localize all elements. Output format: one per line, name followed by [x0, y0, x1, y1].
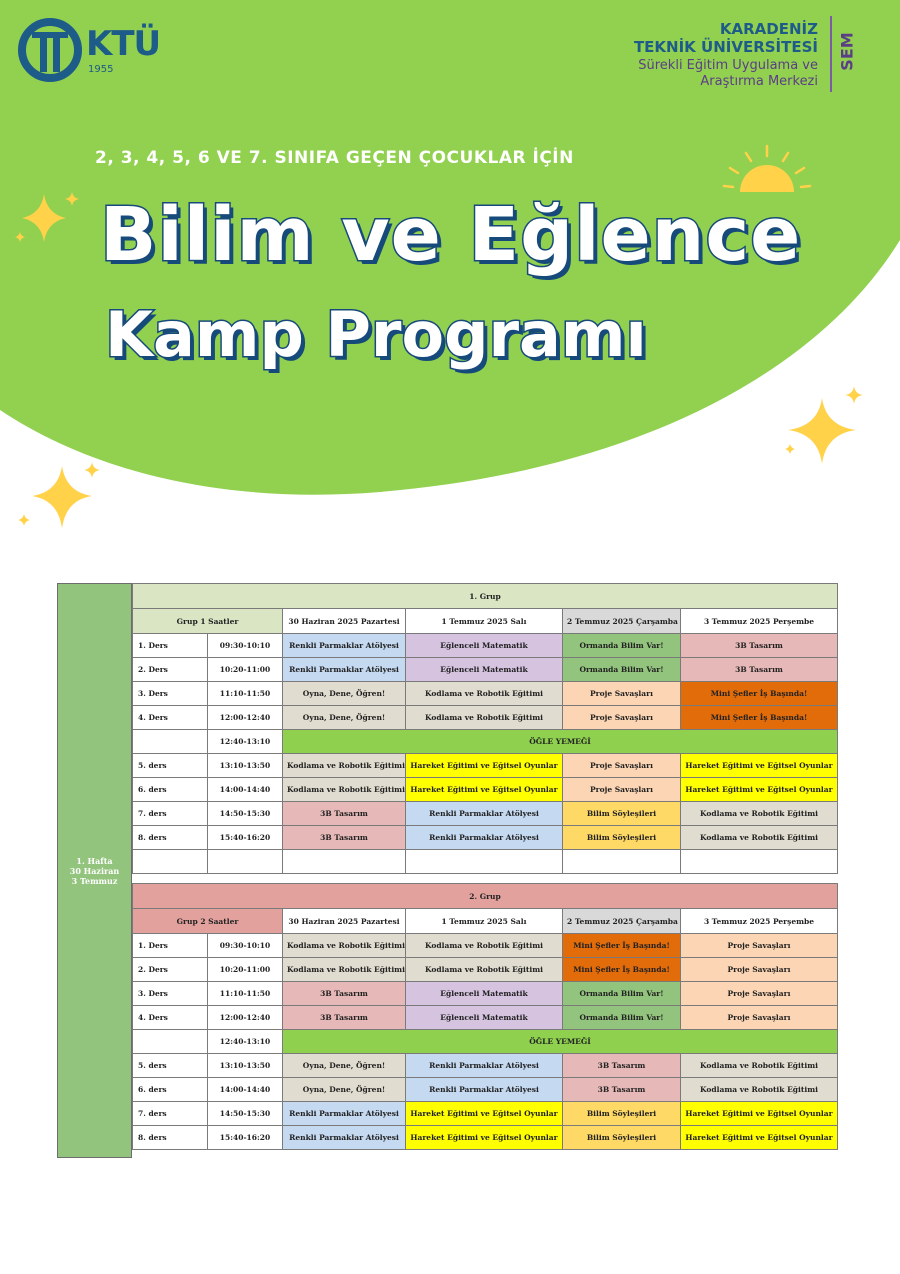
- table-row: [133, 634, 838, 658]
- activity-cell: Proje Savaşları: [563, 754, 681, 778]
- activity-cell: Hareket Eğitimi ve Eğitsel Oyunlar: [406, 1102, 563, 1126]
- lesson-time: 14:00-14:40: [208, 778, 283, 802]
- table-row: [133, 658, 838, 682]
- activity-cell: Proje Savaşları: [681, 982, 838, 1006]
- lesson-time: 14:50-15:30: [208, 802, 283, 826]
- lesson-label: 8. ders: [133, 826, 208, 850]
- activity-cell: Ormanda Bilim Var!: [563, 982, 681, 1006]
- activity-cell: Bilim Söyleşileri: [563, 826, 681, 850]
- lesson-time: 13:10-13:50: [208, 1054, 283, 1078]
- activity-cell: Hareket Eğitimi ve Eğitsel Oyunlar: [406, 754, 563, 778]
- camp-schedule: [57, 583, 837, 1159]
- activity-cell: Bilim Söyleşileri: [563, 802, 681, 826]
- lunch-blank: [133, 730, 208, 754]
- university-line-1: KARADENİZ: [719, 20, 818, 38]
- day-header: 1 Temmuz 2025 Salı: [406, 609, 563, 634]
- week-label: [57, 583, 132, 1158]
- week-label-line-1: 1. Hafta: [76, 855, 113, 866]
- lesson-label: 6. ders: [133, 778, 208, 802]
- center-line-2: Araştırma Merkezi: [700, 74, 818, 89]
- logo-divider: [830, 16, 832, 92]
- activity-cell: Bilim Söyleşileri: [563, 1102, 681, 1126]
- empty-cell: [208, 850, 283, 874]
- lesson-time: 11:10-11:50: [208, 682, 283, 706]
- table-row: [133, 1078, 838, 1102]
- activity-cell: Kodlama ve Robotik Eğitimi: [406, 682, 563, 706]
- table-row: [133, 1102, 838, 1126]
- activity-cell: Renkli Parmaklar Atölyesi: [406, 1054, 563, 1078]
- lunch-label: ÖĞLE YEMEĞİ: [283, 730, 838, 754]
- subtitle: 2, 3, 4, 5, 6 VE 7. SINIFA GEÇEN ÇOCUKLAR İÇİN: [95, 148, 574, 168]
- lesson-label: 2. Ders: [133, 658, 208, 682]
- sparkle-icon: [18, 458, 108, 538]
- day-header: 1 Temmuz 2025 Salı: [406, 909, 563, 934]
- lesson-time: 13:10-13:50: [208, 754, 283, 778]
- ktu-logo: [18, 18, 188, 78]
- table-row: [133, 982, 838, 1006]
- activity-cell: 3B Tasarım: [563, 1054, 681, 1078]
- day-header: 3 Temmuz 2025 Perşembe: [681, 609, 838, 634]
- group-2-table: [132, 883, 838, 1150]
- center-line-1: Sürekli Eğitim Uygulama ve: [638, 58, 818, 73]
- activity-cell: Hareket Eğitimi ve Eğitsel Oyunlar: [681, 754, 838, 778]
- activity-cell: Ormanda Bilim Var!: [563, 634, 681, 658]
- table-row: [133, 934, 838, 958]
- lesson-label: 8. ders: [133, 1126, 208, 1150]
- activity-cell: Renkli Parmaklar Atölyesi: [406, 802, 563, 826]
- title-line-1: Bilim ve Eğlence: [100, 192, 802, 278]
- activity-cell: Renkli Parmaklar Atölyesi: [283, 1126, 406, 1150]
- activity-cell: 3B Tasarım: [681, 634, 838, 658]
- activity-cell: 3B Tasarım: [283, 982, 406, 1006]
- activity-cell: 3B Tasarım: [283, 1006, 406, 1030]
- activity-cell: Eğlenceli Matematik: [406, 634, 563, 658]
- lesson-label: 3. Ders: [133, 682, 208, 706]
- lunch-time: 12:40-13:10: [208, 730, 283, 754]
- activity-cell: Kodlama ve Robotik Eğitimi: [283, 778, 406, 802]
- group-title: 1. Grup: [133, 584, 838, 609]
- table-row: [133, 706, 838, 730]
- lesson-time: 10:20-11:00: [208, 958, 283, 982]
- activity-cell: Proje Savaşları: [563, 682, 681, 706]
- activity-cell: 3B Tasarım: [283, 802, 406, 826]
- lesson-label: 5. ders: [133, 754, 208, 778]
- table-row: [133, 826, 838, 850]
- activity-cell: Mini Şefler İş Başında!: [681, 706, 838, 730]
- activity-cell: Kodlama ve Robotik Eğitimi: [283, 934, 406, 958]
- activity-cell: Mini Şefler İş Başında!: [681, 682, 838, 706]
- activity-cell: Proje Savaşları: [681, 1006, 838, 1030]
- lesson-time: 09:30-10:10: [208, 634, 283, 658]
- ktu-year: 1955: [88, 64, 114, 75]
- lesson-label: 7. ders: [133, 802, 208, 826]
- table-row: [133, 754, 838, 778]
- activity-cell: Hareket Eğitimi ve Eğitsel Oyunlar: [406, 778, 563, 802]
- lunch-time: 12:40-13:10: [208, 1030, 283, 1054]
- lunch-label: ÖĞLE YEMEĞİ: [283, 1030, 838, 1054]
- activity-cell: Oyna, Dene, Öğren!: [283, 682, 406, 706]
- table-row: [133, 682, 838, 706]
- empty-cell: [283, 850, 406, 874]
- empty-cell: [133, 850, 208, 874]
- empty-cell: [406, 850, 563, 874]
- day-header: 30 Haziran 2025 Pazartesi: [283, 909, 406, 934]
- lesson-time: 10:20-11:00: [208, 658, 283, 682]
- university-line-2: TEKNİK ÜNİVERSİTESİ: [633, 38, 818, 56]
- activity-cell: Eğlenceli Matematik: [406, 982, 563, 1006]
- activity-cell: Renkli Parmaklar Atölyesi: [283, 634, 406, 658]
- activity-cell: Mini Şefler İş Başında!: [563, 934, 681, 958]
- table-row: [133, 778, 838, 802]
- sem-label: SEM: [837, 32, 857, 71]
- activity-cell: Hareket Eğitimi ve Eğitsel Oyunlar: [681, 778, 838, 802]
- activity-cell: Kodlama ve Robotik Eğitimi: [681, 1078, 838, 1102]
- day-header: 2 Temmuz 2025 Çarşamba: [563, 909, 681, 934]
- activity-cell: Proje Savaşları: [681, 958, 838, 982]
- activity-cell: Kodlama ve Robotik Eğitimi: [406, 706, 563, 730]
- lunch-blank: [133, 1030, 208, 1054]
- sun-icon: [722, 142, 812, 197]
- activity-cell: Bilim Söyleşileri: [563, 1126, 681, 1150]
- day-header: 2 Temmuz 2025 Çarşamba: [563, 609, 681, 634]
- sem-logo: [610, 14, 870, 94]
- lesson-label: 1. Ders: [133, 634, 208, 658]
- table-row: [133, 1126, 838, 1150]
- table-row: [133, 958, 838, 982]
- hours-header: Grup 1 Saatler: [133, 609, 283, 634]
- activity-cell: Oyna, Dene, Öğren!: [283, 706, 406, 730]
- lesson-label: 5. ders: [133, 1054, 208, 1078]
- activity-cell: Kodlama ve Robotik Eğitimi: [283, 958, 406, 982]
- activity-cell: Oyna, Dene, Öğren!: [283, 1078, 406, 1102]
- activity-cell: Hareket Eğitimi ve Eğitsel Oyunlar: [681, 1102, 838, 1126]
- empty-cell: [563, 850, 681, 874]
- table-row: [133, 1006, 838, 1030]
- lesson-label: 4. Ders: [133, 1006, 208, 1030]
- empty-cell: [681, 850, 838, 874]
- ktu-emblem-icon: [18, 18, 82, 82]
- activity-cell: Hareket Eğitimi ve Eğitsel Oyunlar: [681, 1126, 838, 1150]
- lesson-time: 14:50-15:30: [208, 1102, 283, 1126]
- ktu-text: KTÜ: [86, 24, 161, 64]
- university-name: [634, 20, 818, 56]
- group-1-table: [132, 583, 838, 874]
- activity-cell: Renkli Parmaklar Atölyesi: [406, 1078, 563, 1102]
- activity-cell: Ormanda Bilim Var!: [563, 658, 681, 682]
- lesson-label: 1. Ders: [133, 934, 208, 958]
- activity-cell: Renkli Parmaklar Atölyesi: [283, 658, 406, 682]
- day-header: 3 Temmuz 2025 Perşembe: [681, 909, 838, 934]
- week-label-line-3: 3 Temmuz: [71, 875, 118, 886]
- lesson-label: 4. Ders: [133, 706, 208, 730]
- lesson-time: 15:40-16:20: [208, 1126, 283, 1150]
- week-label-line-2: 30 Haziran: [69, 865, 120, 876]
- lesson-time: 15:40-16:20: [208, 826, 283, 850]
- activity-cell: Proje Savaşları: [563, 706, 681, 730]
- lesson-time: 11:10-11:50: [208, 982, 283, 1006]
- sparkle-icon: [14, 188, 84, 248]
- activity-cell: Proje Savaşları: [563, 778, 681, 802]
- activity-cell: Kodlama ve Robotik Eğitimi: [283, 754, 406, 778]
- lesson-label: 2. Ders: [133, 958, 208, 982]
- lesson-time: 09:30-10:10: [208, 934, 283, 958]
- activity-cell: Ormanda Bilim Var!: [563, 1006, 681, 1030]
- hours-header: Grup 2 Saatler: [133, 909, 283, 934]
- activity-cell: Kodlama ve Robotik Eğitimi: [681, 826, 838, 850]
- center-name: [638, 58, 818, 90]
- activity-cell: Kodlama ve Robotik Eğitimi: [406, 934, 563, 958]
- group-title: 2. Grup: [133, 884, 838, 909]
- activity-cell: Eğlenceli Matematik: [406, 658, 563, 682]
- activity-cell: 3B Tasarım: [563, 1078, 681, 1102]
- lesson-time: 14:00-14:40: [208, 1078, 283, 1102]
- table-row: [133, 802, 838, 826]
- lesson-label: 3. Ders: [133, 982, 208, 1006]
- activity-cell: Mini Şefler İş Başında!: [563, 958, 681, 982]
- activity-cell: Renkli Parmaklar Atölyesi: [406, 826, 563, 850]
- day-header: 30 Haziran 2025 Pazartesi: [283, 609, 406, 634]
- lesson-label: 7. ders: [133, 1102, 208, 1126]
- table-row: [133, 1054, 838, 1078]
- lesson-time: 12:00-12:40: [208, 706, 283, 730]
- lesson-time: 12:00-12:40: [208, 1006, 283, 1030]
- activity-cell: Proje Savaşları: [681, 934, 838, 958]
- activity-cell: Kodlama ve Robotik Eğitimi: [406, 958, 563, 982]
- activity-cell: Kodlama ve Robotik Eğitimi: [681, 802, 838, 826]
- activity-cell: Eğlenceli Matematik: [406, 1006, 563, 1030]
- sparkle-icon: [782, 384, 872, 474]
- lesson-label: 6. ders: [133, 1078, 208, 1102]
- activity-cell: Oyna, Dene, Öğren!: [283, 1054, 406, 1078]
- activity-cell: Hareket Eğitimi ve Eğitsel Oyunlar: [406, 1126, 563, 1150]
- activity-cell: 3B Tasarım: [283, 826, 406, 850]
- activity-cell: 3B Tasarım: [681, 658, 838, 682]
- activity-cell: Renkli Parmaklar Atölyesi: [283, 1102, 406, 1126]
- activity-cell: Kodlama ve Robotik Eğitimi: [681, 1054, 838, 1078]
- title-line-2: Kamp Programı: [105, 298, 647, 371]
